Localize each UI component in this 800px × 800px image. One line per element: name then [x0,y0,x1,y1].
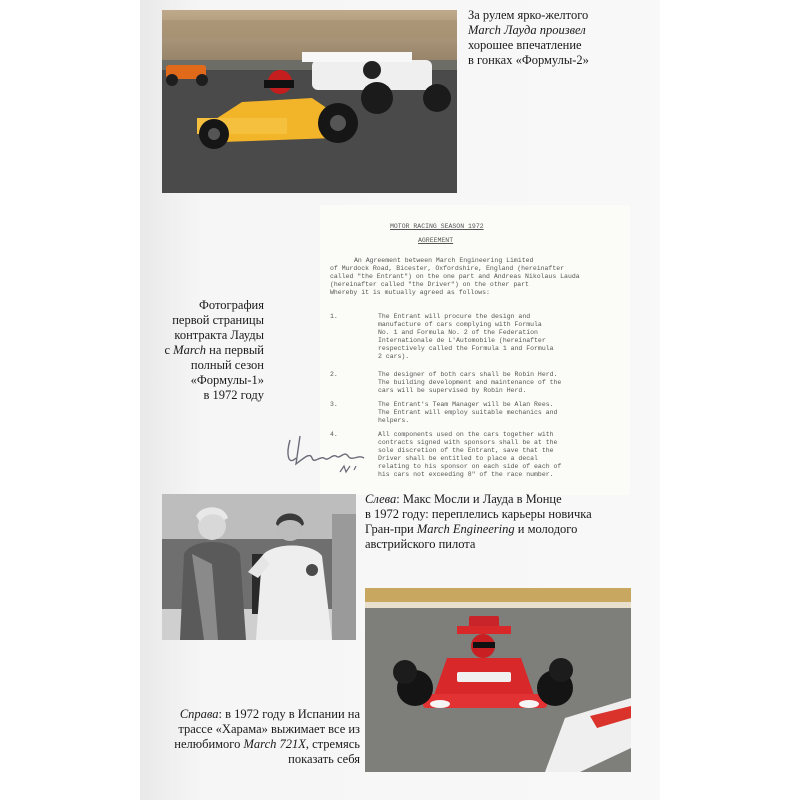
caption-text: Гран-при [365,522,417,536]
photo-mosley-lauda [162,494,356,640]
photo-f2-race [162,10,457,193]
caption-line: австрийского пилота [365,537,476,551]
caption-line: «Формулы-1» [190,373,264,387]
caption-line: с March на первый [164,343,264,357]
caption-f2-photo [468,8,658,68]
clause-number: 1. [330,313,338,320]
clause-number: 2. [330,371,338,378]
caption-contract [160,298,264,403]
doc-line: helpers. [378,417,410,424]
caption-line: хорошее впечатление [468,38,582,52]
doc-line: manufacture of cars complying with Formula [378,321,542,328]
doc-line: The designer of both cars shall be Robin Herd. [378,371,558,378]
doc-line: Driver shall be entitled to place a decal [378,455,538,462]
doc-line: An Agreement between March Engineering Limited [354,257,534,264]
caption-line [160,737,360,752]
lauda-signature [282,428,392,478]
doc-line: respectively called the Formula 1 and Formula [378,345,554,352]
photo-march-721x [365,588,631,772]
doc-line: sole discretion of the Entrant, save that the [378,447,554,454]
doc-line: The Entrant will procure the design and [378,313,531,320]
caption-lead: Слева [365,492,397,506]
caption-line: показать себя [288,752,360,766]
caption-italic: March Engineering [416,522,515,536]
caption-line [365,522,635,537]
doc-line: No. 1 and Formula No. 2 of the Federation [378,329,538,336]
clause-number: 4. [330,431,338,438]
caption-line [468,23,658,38]
doc-line: 2 cars). [378,353,410,360]
doc-line: his cars not exceeding 8" of the race number. [378,471,554,478]
clause-number: 3. [330,401,338,408]
doc-line: The building development and maintenance of the [378,379,562,386]
caption-line: в гонках «Формулы-2» [468,53,589,67]
clause-3 [378,401,557,425]
caption-text: нелюбимого [174,737,244,751]
caption-italic: March [173,343,207,357]
doc-intro [330,257,580,297]
caption-lead: Справа [179,707,219,721]
caption-italic: March 721X [243,737,306,751]
clause-4 [378,431,561,479]
doc-line: Internationale de L'Automobile (hereinafter [378,337,546,344]
caption-line: в 1972 году [203,388,264,402]
caption-line: контракта Лауды [174,328,264,342]
caption-line [160,707,360,722]
doc-line: of Murdock Road, Bicester, Oxfordshire, England (hereinafter [330,265,565,272]
caption-mosley-lauda [365,492,635,552]
doc-line: The Entrant's Team Manager will be Alan Rees. [378,401,554,408]
caption-line: Фотография [199,298,264,312]
caption-line [365,492,635,507]
clause-1 [378,313,554,361]
caption-text: : Макс Мосли и Лауда в Монце [396,492,562,506]
caption-line: в 1972 году: переплелись карьеры новичка [365,507,592,521]
doc-whereby: Whereby it is mutually agreed as follows: [330,289,490,296]
clause-2 [378,371,561,395]
caption-line: первой страницы [172,313,264,327]
doc-line: (hereinafter called "the Driver") on the other part [330,281,529,288]
doc-title: MOTOR RACING SEASON 1972 [390,223,484,230]
doc-line: The Entrant will employ suitable mechanics and [378,409,558,416]
doc-line: cars will be supervised by Robin Herd. [378,387,527,394]
doc-subtitle: AGREEMENT [418,237,454,244]
doc-line: contracts signed with sponsors shall be at the [378,439,558,446]
doc-line: relating to his sponsor on each side of each of [378,463,562,470]
caption-line: За рулем ярко-желтого [468,8,589,22]
caption-text: : в 1972 году в Испании на [218,707,360,721]
doc-line: called "the Entrant") on the one part and Andreas Nikolaus Lauda [330,273,580,280]
doc-line: All components used on the cars together with [378,431,554,438]
caption-text: , стремясь [305,737,360,751]
caption-text: и молодого [514,522,578,536]
caption-italic-line: March Лауда произвел [468,23,586,37]
caption-march-721x [160,707,360,767]
caption-line: трассе «Харама» выжимает все из [178,722,360,736]
caption-line: полный сезон [190,358,264,372]
